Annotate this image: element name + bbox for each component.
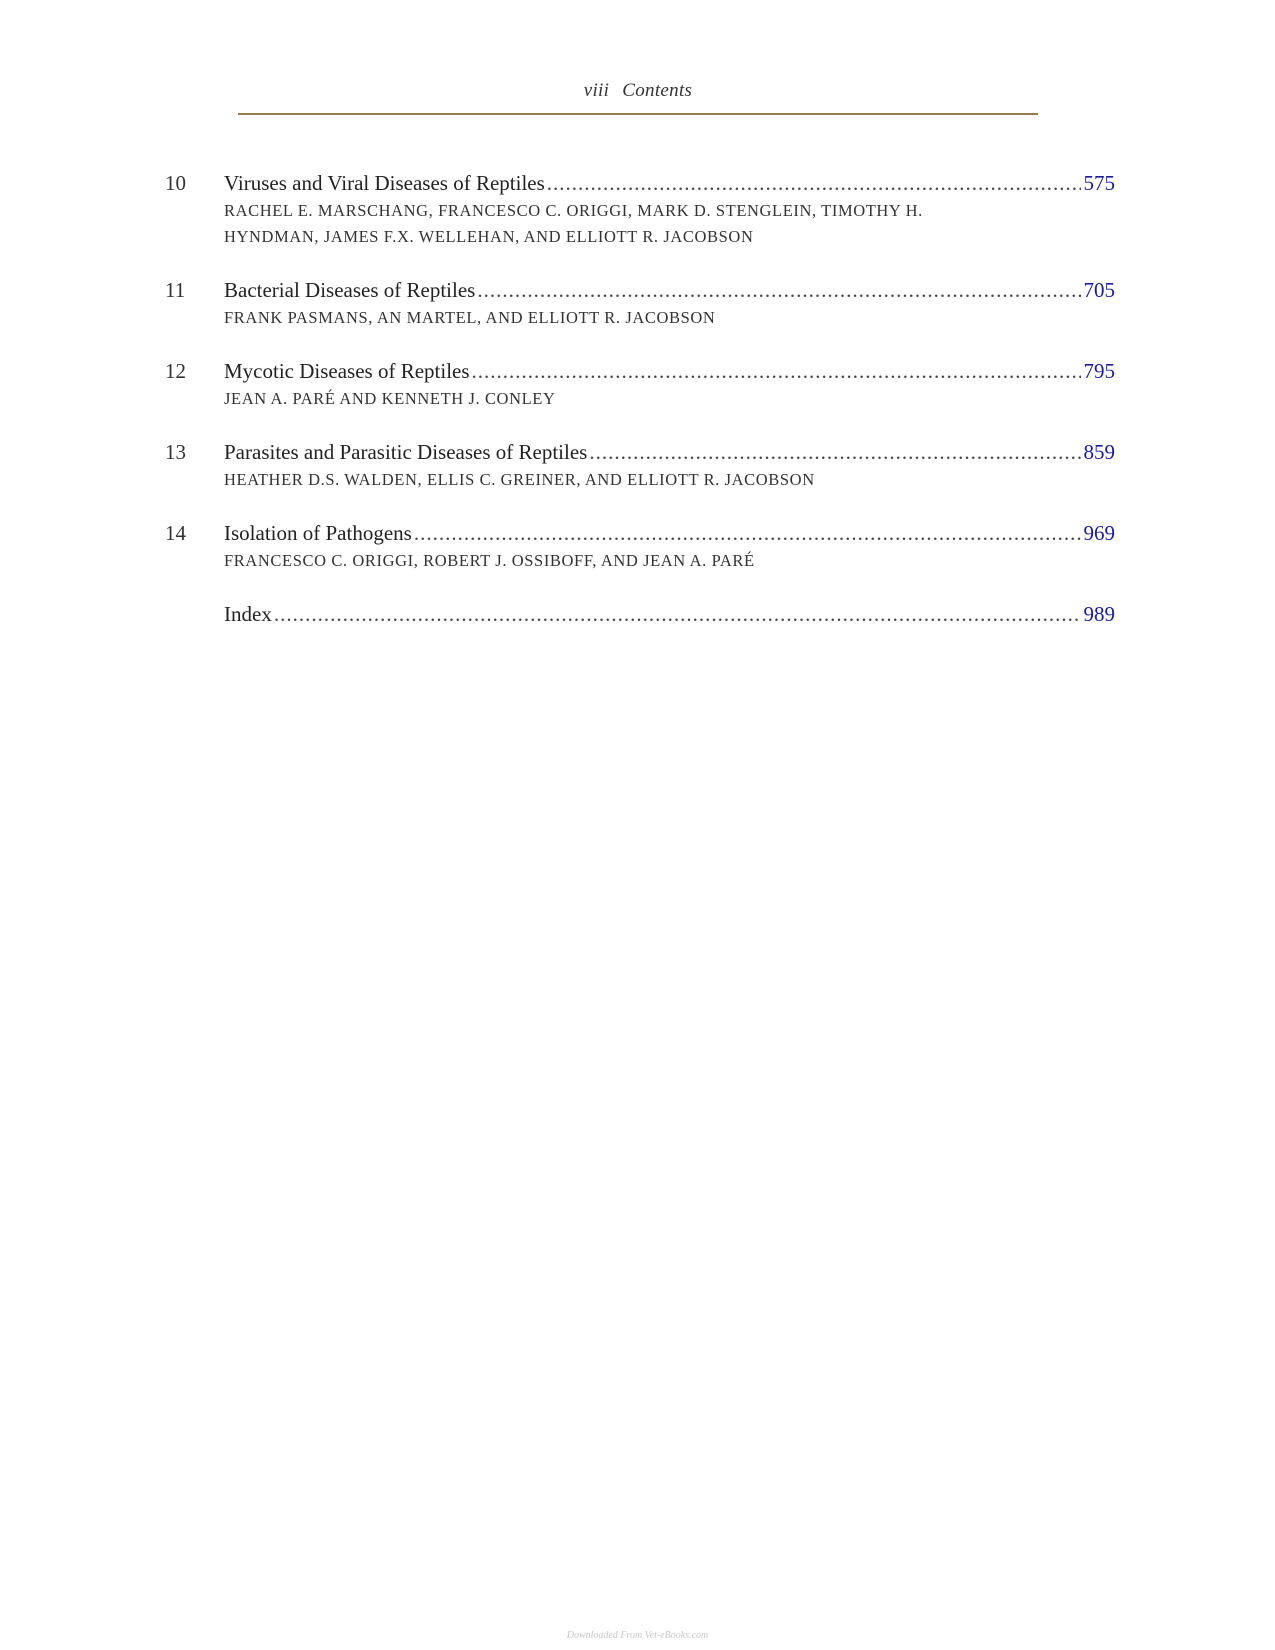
header-rule: [238, 113, 1038, 115]
chapter-authors: [224, 305, 984, 331]
page-number-link[interactable]: 969: [1083, 521, 1115, 545]
page-number-link[interactable]: 575: [1083, 171, 1115, 195]
chapter-number: 12: [165, 359, 186, 383]
chapter-title: Viruses and Viral Diseases of Reptiles: [224, 171, 545, 195]
authors-line: JEAN A. PARÉ AND KENNETH J. CONLEY: [224, 389, 556, 408]
authors-line: FRANCESCO C. ORIGGI, ROBERT J. OSSIBOFF, AND JEAN A. PARÉ: [224, 551, 755, 570]
toc-entry-chapter-10[interactable]: [165, 168, 1115, 250]
page-number-link[interactable]: 705: [1083, 278, 1115, 302]
index-title: Index: [224, 602, 272, 626]
authors-line: HYNDMAN, JAMES F.X. WELLEHAN, AND ELLIOTT R. JACOBSON: [224, 227, 754, 246]
page-number-link[interactable]: 795: [1083, 359, 1115, 383]
chapter-number: 10: [165, 171, 186, 195]
dot-leader: [477, 275, 1080, 305]
page-number-link[interactable]: 859: [1083, 440, 1115, 464]
chapter-number: 11: [165, 278, 186, 302]
dot-leader: [274, 599, 1081, 629]
toc-entry-chapter-11[interactable]: [165, 275, 1115, 331]
chapter-title: Parasites and Parasitic Diseases of Reptiles: [224, 440, 588, 464]
dot-leader: [472, 356, 1081, 386]
chapter-number: 13: [165, 440, 186, 464]
dot-leader: [414, 518, 1081, 548]
running-head-title: Contents: [622, 80, 693, 101]
chapter-title: Bacterial Diseases of Reptiles: [224, 278, 476, 302]
chapter-title: Isolation of Pathogens: [224, 521, 412, 545]
chapter-authors: [224, 548, 984, 574]
footer-watermark: Downloaded From Vet-eBooks.com: [566, 1630, 709, 1641]
authors-line: RACHEL E. MARSCHANG, FRANCESCO C. ORIGGI, MARK D. STENGLEIN, TIMOTHY H.: [224, 201, 923, 220]
page-number-link[interactable]: 989: [1083, 602, 1115, 626]
table-of-contents: [165, 168, 1115, 654]
toc-entry-chapter-13[interactable]: [165, 437, 1115, 493]
chapter-number: 14: [165, 521, 186, 545]
running-head: [238, 80, 1038, 102]
chapter-authors: [224, 198, 984, 250]
page-folio: viii: [583, 80, 610, 101]
chapter-title: Mycotic Diseases of Reptiles: [224, 359, 470, 383]
authors-line: HEATHER D.S. WALDEN, ELLIS C. GREINER, AND ELLIOTT R. JACOBSON: [224, 470, 815, 489]
dot-leader: [547, 168, 1081, 198]
authors-line: FRANK PASMANS, AN MARTEL, AND ELLIOTT R. JACOBSON: [224, 308, 716, 327]
chapter-authors: [224, 386, 984, 412]
toc-entry-chapter-12[interactable]: [165, 356, 1115, 412]
dot-leader: [589, 437, 1080, 467]
chapter-authors: [224, 467, 984, 493]
toc-entry-index[interactable]: [165, 599, 1115, 629]
toc-entry-chapter-14[interactable]: [165, 518, 1115, 574]
